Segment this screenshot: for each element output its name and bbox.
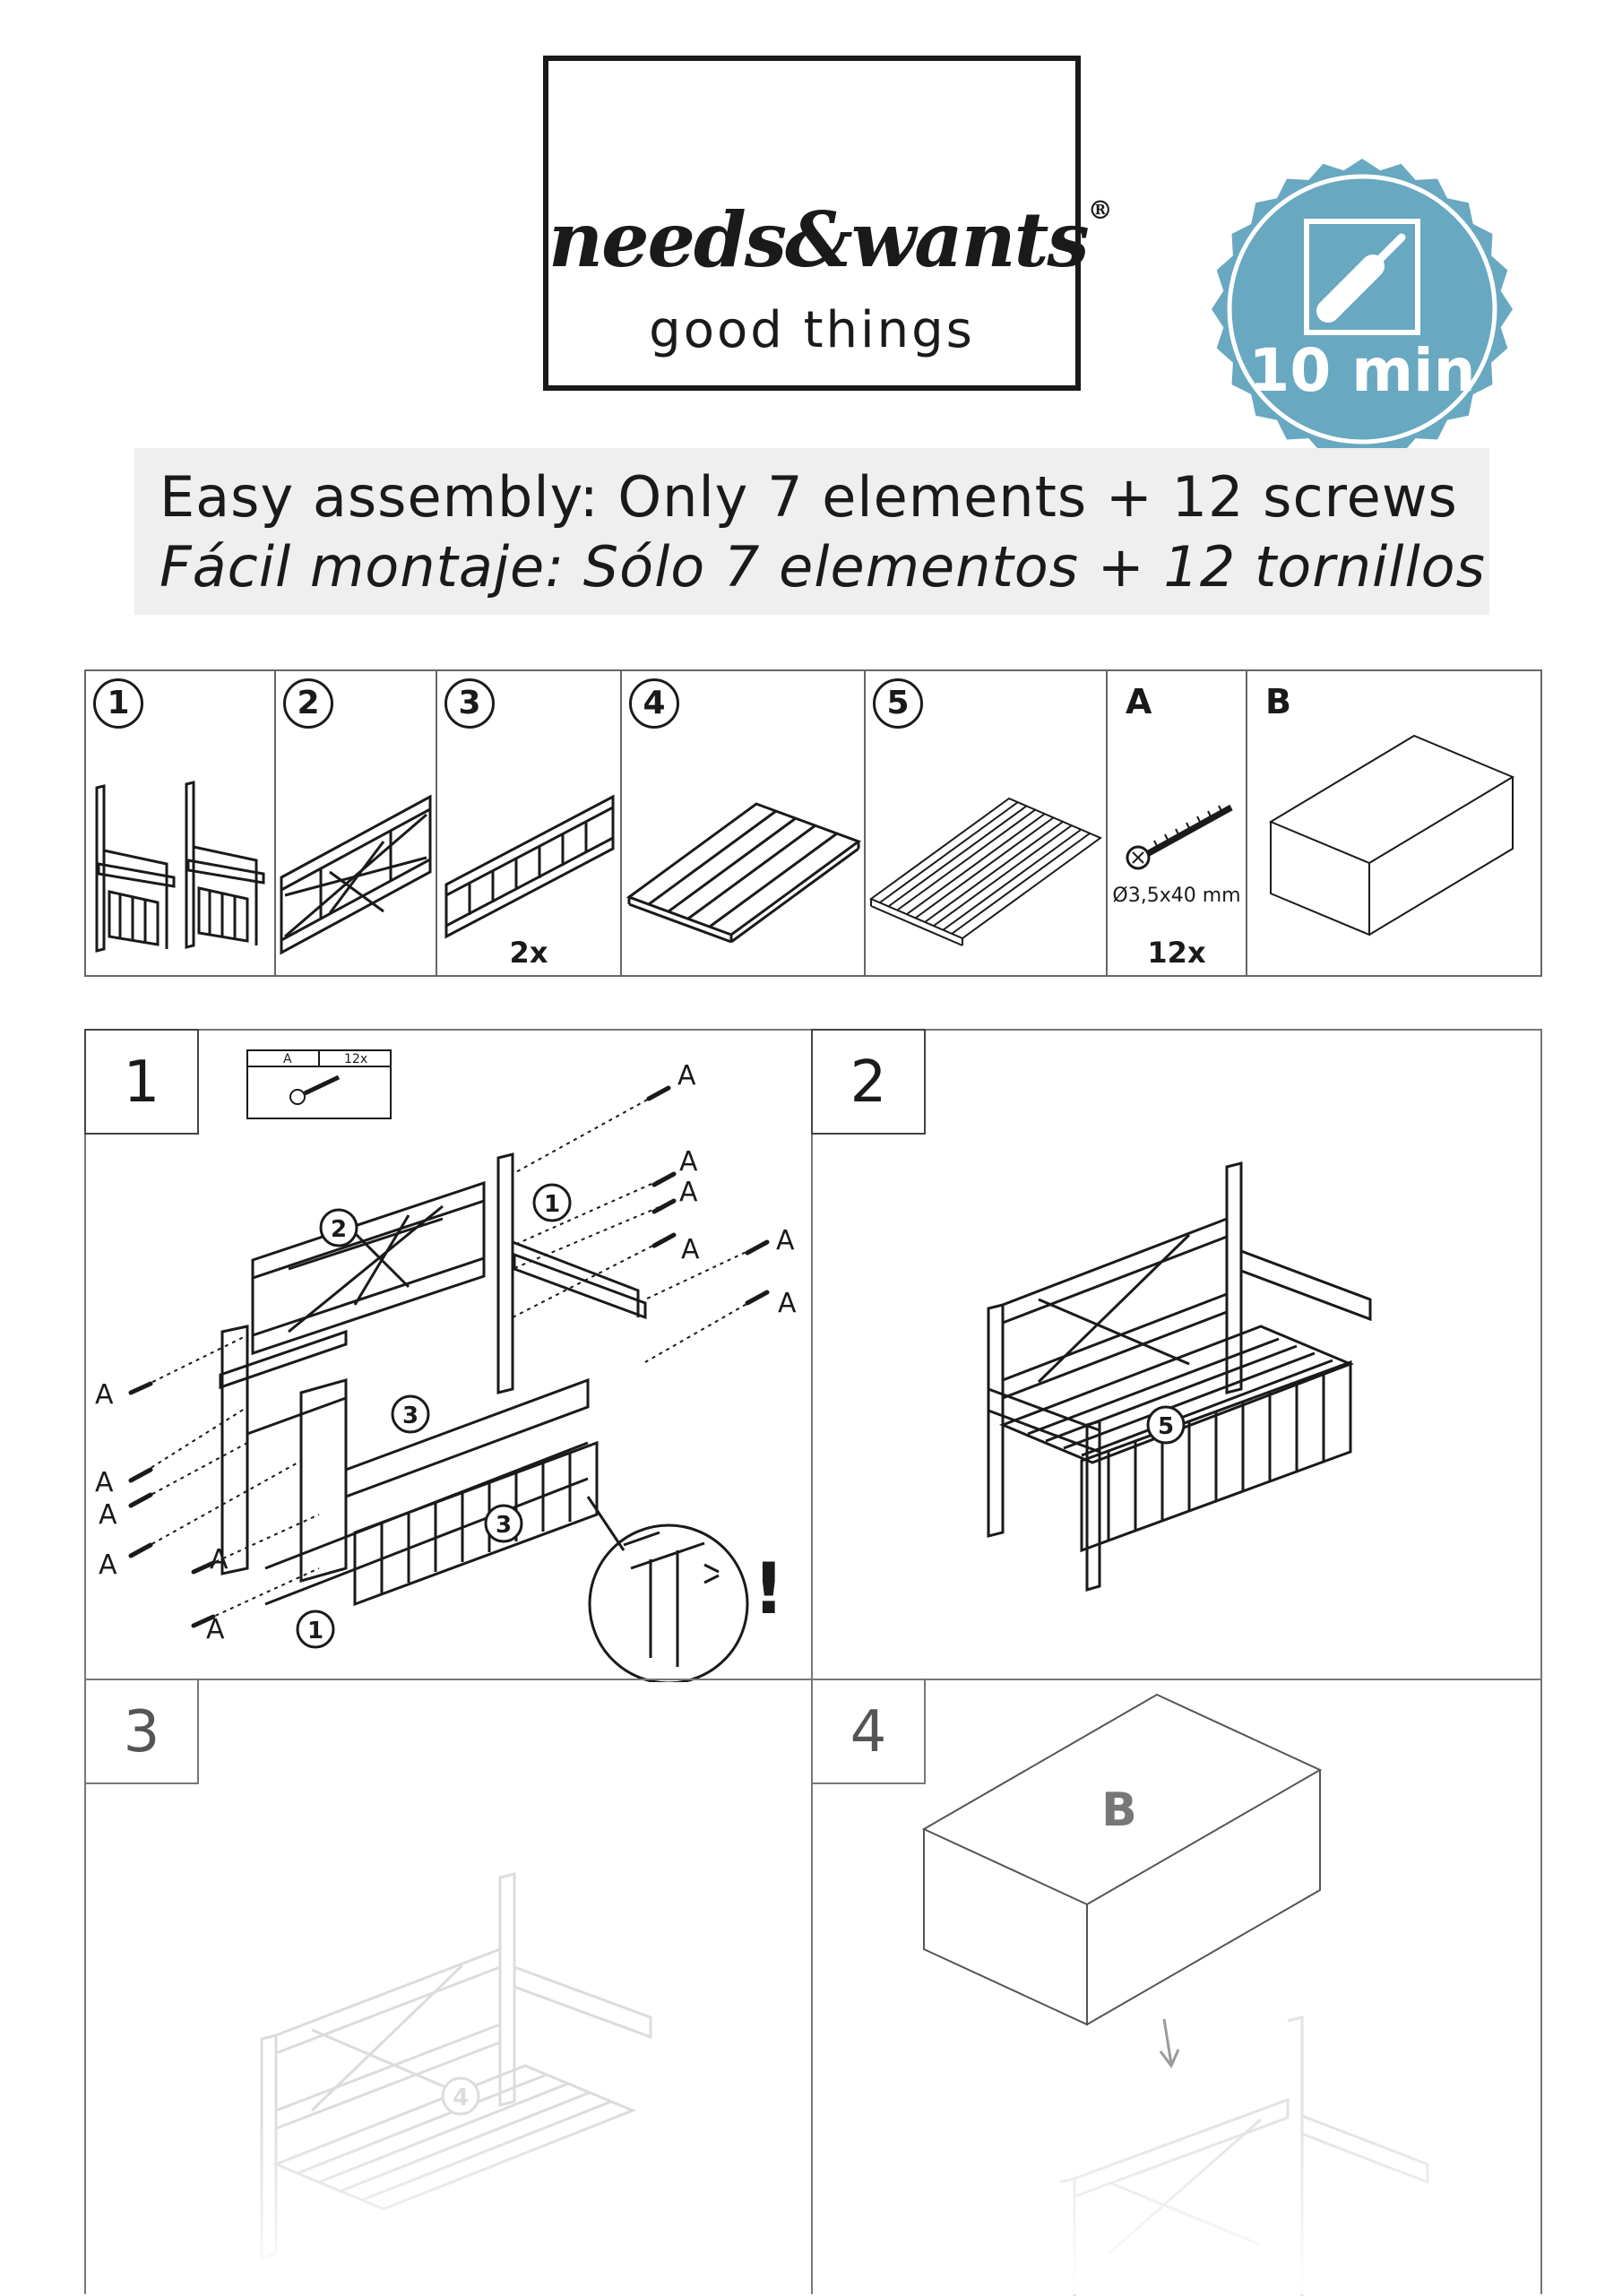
screw-label: A (679, 1177, 698, 1208)
hardware-qty: 12x (344, 1052, 368, 1066)
headline-spanish: Fácil montaje: Sólo 7 elementos + 12 tornillos (160, 534, 1486, 600)
part-b-cell (1247, 671, 1540, 975)
step-number: 2 (811, 1029, 926, 1135)
assembled-bench-drawing (988, 1163, 1370, 1590)
part-callout: 5 (1157, 1413, 1175, 1440)
attention-mark: ! (753, 1549, 785, 1630)
step-2-illustration (813, 1031, 1544, 1682)
parts-list (84, 669, 1542, 977)
part-5-cell (866, 671, 1108, 975)
part-number: 3 (444, 678, 495, 729)
screw-size: Ø3,5x40 mm (1112, 885, 1241, 907)
part-number: 4 (629, 678, 679, 729)
seat-slats-illustration (622, 671, 866, 975)
part-quantity: 2x (509, 936, 548, 970)
screw-label: A (95, 1467, 114, 1498)
part-callout: 3 (401, 1403, 419, 1429)
step-2-panel (811, 1029, 1542, 1680)
bottom-slats-illustration (866, 671, 1108, 975)
assembly-time-badge (1210, 157, 1514, 462)
brand-logo (543, 56, 1111, 391)
part-letter: A (1126, 682, 1152, 721)
screw-illustration (1108, 671, 1247, 975)
part-letter: B (1265, 682, 1291, 721)
front-panel-illustration (437, 671, 622, 975)
brand-tagline: good things (649, 301, 975, 359)
part-callout: 3 (495, 1512, 513, 1539)
assembly-headline (134, 448, 1489, 615)
part-callout: 1 (306, 1618, 324, 1644)
step-number: 4 (811, 1679, 926, 1784)
brand-name: needs&wants® (548, 195, 1111, 284)
part-number: 2 (283, 678, 333, 729)
part-4-cell (622, 671, 866, 975)
box-illustration (1247, 671, 1540, 975)
step-3-panel (84, 1679, 813, 2294)
step-number: 1 (84, 1029, 199, 1135)
screw-label: A (679, 1146, 698, 1178)
assembly-time: 10 min (1248, 336, 1476, 405)
step-4-panel (811, 1679, 1542, 2294)
part-3-cell (437, 671, 622, 975)
box-label: B (1101, 1783, 1137, 1837)
hardware-callout (247, 1050, 391, 1118)
screw-label: A (99, 1549, 117, 1581)
screw-label: A (778, 1288, 797, 1319)
screw-label: A (206, 1614, 225, 1645)
part-1-cell (86, 671, 276, 975)
step-1-illustration (86, 1031, 815, 1682)
part-number: 1 (93, 678, 143, 729)
bench-exploded-drawing (220, 1154, 747, 1682)
part-callout: 1 (543, 1191, 561, 1218)
side-frame-illustration (86, 671, 276, 975)
screw-label: A (210, 1544, 229, 1575)
box-drawing (924, 1695, 1320, 2024)
step-number: 3 (84, 1679, 199, 1784)
screw-label: A (677, 1060, 696, 1092)
down-arrow-icon (1160, 2019, 1178, 2066)
screw-label: A (99, 1499, 117, 1531)
screw-label: A (776, 1225, 795, 1256)
part-number: 5 (873, 678, 923, 729)
part-quantity: 12x (1147, 936, 1206, 970)
headline-english: Easy assembly: Only 7 elements + 12 screws (160, 464, 1458, 530)
screw-label: A (95, 1379, 114, 1411)
step-1-panel (84, 1029, 813, 1680)
part-a-cell (1108, 671, 1247, 975)
part-callout: 2 (330, 1216, 348, 1243)
part-2-cell (276, 671, 437, 975)
hardware-id: A (283, 1052, 292, 1066)
screw-label: A (681, 1234, 700, 1265)
backrest-illustration (276, 671, 437, 975)
part-callout: 4 (452, 2085, 470, 2111)
